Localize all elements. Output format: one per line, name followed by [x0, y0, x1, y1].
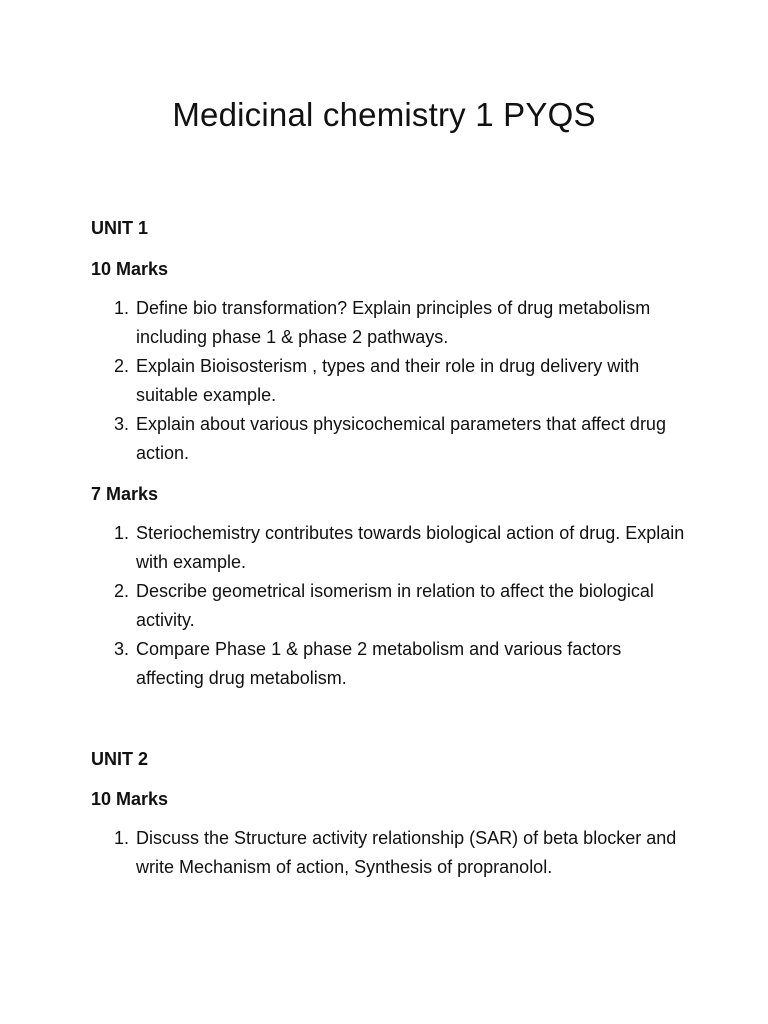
document-title: Medicinal chemistry 1 PYQS: [172, 96, 596, 133]
list-item-number: 1.: [114, 298, 130, 318]
unit-1-10-marks-list: [91, 294, 691, 468]
list-item: [91, 410, 691, 468]
unit-2-10-marks-list: [91, 824, 691, 882]
list-item-text: Compare Phase 1 & phase 2 metabolism and various factors affecting drug metabolism.: [136, 639, 622, 688]
list-item-text: Define bio transformation? Explain principles of drug metabolism including phase 1 & phase 2 pathways.: [136, 298, 651, 347]
list-item-number: 1.: [114, 828, 130, 848]
list-item-text: Explain about various physicochemical parameters that affect drug action.: [136, 414, 666, 463]
list-item-number: 1.: [114, 523, 130, 543]
list-item: [91, 294, 691, 352]
unit-1-10-marks-heading: 10 Marks: [91, 259, 169, 279]
unit-1-heading: UNIT 1: [91, 218, 149, 238]
list-item: [91, 635, 691, 693]
list-item-text: Discuss the Structure activity relationship (SAR) of beta blocker and write Mechanism of action, Synthesis of propranolol.: [136, 828, 677, 877]
list-item-text: Steriochemistry contributes towards biological action of drug. Explain with example.: [136, 523, 685, 572]
unit-2-10-marks-heading: 10 Marks: [91, 789, 169, 809]
list-item: [91, 824, 691, 882]
list-item-number: 3.: [114, 414, 130, 434]
list-item: [91, 352, 691, 410]
unit-1-7-marks-heading: 7 Marks: [91, 484, 159, 504]
list-item-number: 2.: [114, 356, 130, 376]
list-item-number: 2.: [114, 581, 130, 601]
list-item-number: 3.: [114, 639, 130, 659]
unit-2-heading: UNIT 2: [91, 749, 149, 769]
list-item: [91, 519, 691, 577]
list-item-text: Describe geometrical isomerism in relation to affect the biological activity.: [136, 581, 654, 630]
unit-1-7-marks-list: [91, 519, 691, 693]
list-item-text: Explain Bioisosterism , types and their role in drug delivery with suitable example.: [136, 356, 640, 405]
list-item: [91, 577, 691, 635]
